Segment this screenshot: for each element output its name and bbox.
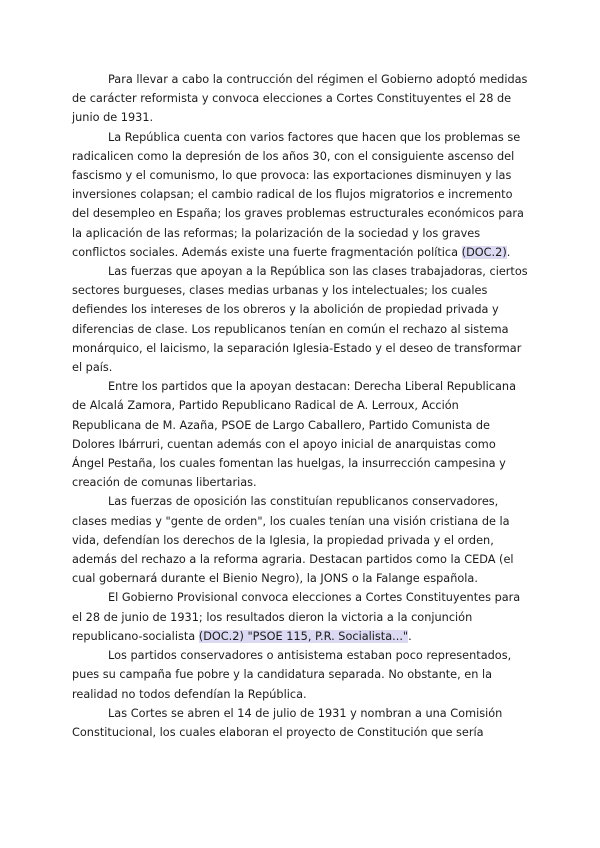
paragraph-3-text: Las fuerzas que apoyan a la República son las clases trabajadoras, ciertos sectores burgueses, clases medias urbanas y los intelectuales; los cuales defiendes los intereses de los obreros y la abolición de propiedad privada y diferencias de clase. Los republicanos tenían en común el rechazo al sistema monárquico, el laicismo, la separación Iglesia-Estado y el deseo de transformar el país. [72, 265, 528, 375]
paragraph-2 [72, 128, 530, 262]
paragraph-4-text: Entre los partidos que la apoyan destacan: Derecha Liberal Republicana de Alcalá Zamora, Partido Republicano Radical de A. Lerroux, Acción Republicana de M. Azaña, PSOE de Largo Caballero, Partido Comunista de Dolores Ibárruri, cuentan además con el apoyo inicial de anarquistas como Ángel Pestaña, los cuales fomentan las huelgas, la insurrección campesina y creación de comunas libertarias. [72, 380, 517, 490]
document-body [72, 70, 530, 742]
doc-reference-highlight: (DOC.2) [461, 245, 507, 259]
paragraph-1-text: Para llevar a cabo la contrucción del régimen el Gobierno adoptó medidas de carácter reformista y convoca elecciones a Cortes Constituyentes el 28 de junio de 1931. [72, 73, 528, 125]
paragraph-6-text: El Gobierno Provisional convoca elecciones a Cortes Constituyentes para el 28 de junio de 1931; los resultados dieron la victoria a la conjunción republicano-socialista [72, 591, 521, 643]
paragraph-7-text: Los partidos conservadores o antisistema estaban poco representados, pues su campaña fue pobre y la candidatura separada. No obstante, en la realidad no todos defendían la República. [72, 649, 512, 701]
paragraph-2-text: La República cuenta con varios factores que hacen que los problemas se radicalicen como la depresión de los años 30, con el consiguiente ascenso del fascismo y el comunismo, lo que provoca: las exportaciones disminuyen y las inversiones colapsan; el cambio radical de los flujos migratorios e incremento del desempleo en España; los graves problemas estructurales económicos para la aplicación de las reformas; la polarización de la sociedad y los graves conflictos sociales. Además existe una fuerte fragmentación política [72, 130, 524, 259]
paragraph-3 [72, 262, 530, 377]
paragraph-1 [72, 70, 530, 128]
paragraph-6 [72, 588, 530, 646]
paragraph-5 [72, 492, 530, 588]
paragraph-6-end: . [408, 629, 412, 643]
doc-reference-highlight: (DOC.2) "PSOE 115, P.R. Socialista..." [198, 629, 409, 643]
paragraph-5-text: Las fuerzas de oposición las constituían republicanos conservadores, clases medias y "gente de orden", los cuales tenían una visión cristiana de la vida, defendían los derechos de la Iglesia, la propiedad privada y el orden, además del rechazo a la reforma agraria. Destacan partidos como la CEDA (el cual gobernará durante el Bienio Negro), la JONS o la Falange española. [72, 495, 514, 586]
paragraph-7 [72, 646, 530, 704]
paragraph-4 [72, 377, 530, 492]
paragraph-8-text: Las Cortes se abren el 14 de julio de 1931 y nombran a una Comisión Constitucional, los cuales elaboran el proyecto de Constitución que sería [72, 706, 503, 739]
paragraph-8 [72, 704, 530, 742]
paragraph-2-end: . [506, 245, 511, 259]
